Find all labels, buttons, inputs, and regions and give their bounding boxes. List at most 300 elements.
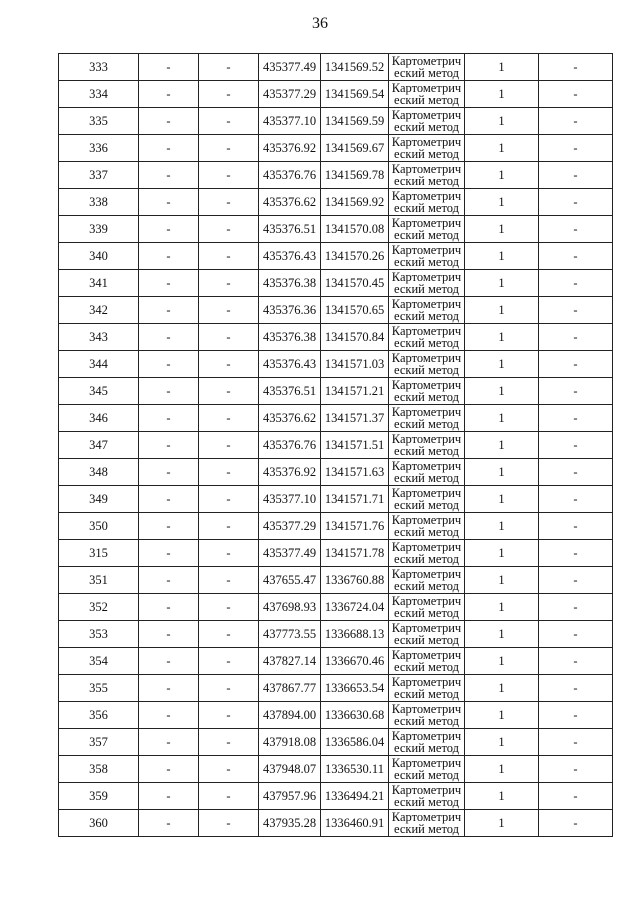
point-number-cell: 357 xyxy=(59,729,139,756)
x-coordinate-cell: 435376.38 xyxy=(259,324,321,351)
table-row xyxy=(59,675,613,702)
table-row xyxy=(59,405,613,432)
empty-cell-1: - xyxy=(139,351,199,378)
y-coordinate-cell: 1341571.51 xyxy=(321,432,389,459)
table-row xyxy=(59,567,613,594)
point-number-cell: 342 xyxy=(59,297,139,324)
empty-cell-2: - xyxy=(199,324,259,351)
point-number-cell: 344 xyxy=(59,351,139,378)
table-row xyxy=(59,108,613,135)
empty-cell-2: - xyxy=(199,648,259,675)
point-number-cell: 354 xyxy=(59,648,139,675)
y-coordinate-cell: 1341569.59 xyxy=(321,108,389,135)
last-cell: - xyxy=(539,324,613,351)
method-line-1: Картометрич xyxy=(391,324,462,338)
method-line-1: Картометрич xyxy=(391,135,462,149)
empty-cell-1: - xyxy=(139,459,199,486)
last-cell: - xyxy=(539,756,613,783)
method-line-1: Картометрич xyxy=(391,108,462,122)
empty-cell-2: - xyxy=(199,513,259,540)
accuracy-cell: 1 xyxy=(465,270,539,297)
empty-cell-2: - xyxy=(199,162,259,189)
x-coordinate-cell: 435376.76 xyxy=(259,162,321,189)
method-line-2: еский метод xyxy=(394,741,459,755)
x-coordinate-cell: 435377.29 xyxy=(259,513,321,540)
point-number-cell: 335 xyxy=(59,108,139,135)
y-coordinate-cell: 1336760.88 xyxy=(321,567,389,594)
accuracy-cell: 1 xyxy=(465,567,539,594)
method-cell xyxy=(389,297,465,324)
table-row xyxy=(59,351,613,378)
point-number-cell: 355 xyxy=(59,675,139,702)
last-cell: - xyxy=(539,432,613,459)
accuracy-cell: 1 xyxy=(465,378,539,405)
empty-cell-2: - xyxy=(199,675,259,702)
point-number-cell: 345 xyxy=(59,378,139,405)
table-row xyxy=(59,594,613,621)
accuracy-cell: 1 xyxy=(465,54,539,81)
empty-cell-2: - xyxy=(199,621,259,648)
method-line-1: Картометрич xyxy=(391,162,462,176)
point-number-cell: 353 xyxy=(59,621,139,648)
empty-cell-2: - xyxy=(199,702,259,729)
point-number-cell: 338 xyxy=(59,189,139,216)
x-coordinate-cell: 435377.29 xyxy=(259,81,321,108)
method-line-1: Картометрич xyxy=(391,567,462,581)
coordinates-table xyxy=(58,53,613,837)
method-line-2: еский метод xyxy=(394,606,459,620)
table-row xyxy=(59,378,613,405)
empty-cell-2: - xyxy=(199,729,259,756)
method-line-2: еский метод xyxy=(394,147,459,161)
method-line-2: еский метод xyxy=(394,687,459,701)
last-cell: - xyxy=(539,297,613,324)
accuracy-cell: 1 xyxy=(465,756,539,783)
y-coordinate-cell: 1341571.71 xyxy=(321,486,389,513)
table-row xyxy=(59,513,613,540)
empty-cell-2: - xyxy=(199,783,259,810)
method-line-2: еский метод xyxy=(394,633,459,647)
method-line-1: Картометрич xyxy=(391,594,462,608)
table-row xyxy=(59,297,613,324)
method-line-1: Картометрич xyxy=(391,702,462,716)
x-coordinate-cell: 435376.62 xyxy=(259,189,321,216)
method-line-1: Картометрич xyxy=(391,432,462,446)
y-coordinate-cell: 1341571.21 xyxy=(321,378,389,405)
accuracy-cell: 1 xyxy=(465,648,539,675)
table-row xyxy=(59,486,613,513)
empty-cell-2: - xyxy=(199,432,259,459)
x-coordinate-cell: 437935.28 xyxy=(259,810,321,837)
empty-cell-1: - xyxy=(139,513,199,540)
method-line-1: Картометрич xyxy=(391,648,462,662)
method-line-1: Картометрич xyxy=(391,270,462,284)
method-line-2: еский метод xyxy=(394,471,459,485)
point-number-cell: 337 xyxy=(59,162,139,189)
empty-cell-2: - xyxy=(199,270,259,297)
last-cell: - xyxy=(539,216,613,243)
empty-cell-2: - xyxy=(199,351,259,378)
x-coordinate-cell: 435376.38 xyxy=(259,270,321,297)
last-cell: - xyxy=(539,81,613,108)
y-coordinate-cell: 1341569.92 xyxy=(321,189,389,216)
y-coordinate-cell: 1341570.26 xyxy=(321,243,389,270)
method-line-2: еский метод xyxy=(394,525,459,539)
empty-cell-2: - xyxy=(199,405,259,432)
method-line-1: Картометрич xyxy=(391,540,462,554)
method-line-2: еский метод xyxy=(394,93,459,107)
method-cell xyxy=(389,405,465,432)
last-cell: - xyxy=(539,162,613,189)
method-line-1: Картометрич xyxy=(391,378,462,392)
point-number-cell: 358 xyxy=(59,756,139,783)
table-row xyxy=(59,54,613,81)
accuracy-cell: 1 xyxy=(465,540,539,567)
page-number: 36 xyxy=(312,15,328,32)
method-line-1: Картометрич xyxy=(391,810,462,824)
y-coordinate-cell: 1341569.78 xyxy=(321,162,389,189)
accuracy-cell: 1 xyxy=(465,513,539,540)
table-row xyxy=(59,243,613,270)
point-number-cell: 349 xyxy=(59,486,139,513)
y-coordinate-cell: 1341570.45 xyxy=(321,270,389,297)
method-cell xyxy=(389,162,465,189)
empty-cell-2: - xyxy=(199,243,259,270)
method-line-1: Картометрич xyxy=(391,486,462,500)
method-line-2: еский метод xyxy=(394,255,459,269)
empty-cell-2: - xyxy=(199,810,259,837)
empty-cell-1: - xyxy=(139,270,199,297)
table-row xyxy=(59,270,613,297)
empty-cell-1: - xyxy=(139,108,199,135)
method-cell xyxy=(389,783,465,810)
table-row xyxy=(59,540,613,567)
x-coordinate-cell: 435376.51 xyxy=(259,216,321,243)
x-coordinate-cell: 435376.62 xyxy=(259,405,321,432)
method-cell xyxy=(389,81,465,108)
method-line-2: еский метод xyxy=(394,282,459,296)
method-cell xyxy=(389,378,465,405)
point-number-cell: 315 xyxy=(59,540,139,567)
y-coordinate-cell: 1341571.37 xyxy=(321,405,389,432)
x-coordinate-cell: 437957.96 xyxy=(259,783,321,810)
method-line-2: еский метод xyxy=(394,228,459,242)
method-cell xyxy=(389,54,465,81)
table-row xyxy=(59,729,613,756)
y-coordinate-cell: 1336653.54 xyxy=(321,675,389,702)
method-line-1: Картометрич xyxy=(391,756,462,770)
x-coordinate-cell: 435376.43 xyxy=(259,243,321,270)
accuracy-cell: 1 xyxy=(465,459,539,486)
x-coordinate-cell: 437948.07 xyxy=(259,756,321,783)
accuracy-cell: 1 xyxy=(465,216,539,243)
x-coordinate-cell: 435376.76 xyxy=(259,432,321,459)
method-line-2: еский метод xyxy=(394,498,459,512)
table-row xyxy=(59,135,613,162)
y-coordinate-cell: 1341570.65 xyxy=(321,297,389,324)
accuracy-cell: 1 xyxy=(465,189,539,216)
method-line-2: еский метод xyxy=(394,390,459,404)
accuracy-cell: 1 xyxy=(465,675,539,702)
method-line-2: еский метод xyxy=(394,336,459,350)
method-cell xyxy=(389,567,465,594)
accuracy-cell: 1 xyxy=(465,351,539,378)
empty-cell-1: - xyxy=(139,540,199,567)
method-line-1: Картометрич xyxy=(391,405,462,419)
empty-cell-1: - xyxy=(139,378,199,405)
method-line-1: Картометрич xyxy=(391,351,462,365)
method-cell xyxy=(389,675,465,702)
x-coordinate-cell: 435377.49 xyxy=(259,54,321,81)
point-number-cell: 333 xyxy=(59,54,139,81)
point-number-cell: 341 xyxy=(59,270,139,297)
empty-cell-1: - xyxy=(139,135,199,162)
point-number-cell: 348 xyxy=(59,459,139,486)
last-cell: - xyxy=(539,405,613,432)
x-coordinate-cell: 437894.00 xyxy=(259,702,321,729)
method-line-1: Картометрич xyxy=(391,513,462,527)
empty-cell-1: - xyxy=(139,297,199,324)
table-row xyxy=(59,702,613,729)
table-row xyxy=(59,810,613,837)
point-number-cell: 340 xyxy=(59,243,139,270)
y-coordinate-cell: 1341571.03 xyxy=(321,351,389,378)
y-coordinate-cell: 1341571.78 xyxy=(321,540,389,567)
last-cell: - xyxy=(539,702,613,729)
accuracy-cell: 1 xyxy=(465,297,539,324)
point-number-cell: 359 xyxy=(59,783,139,810)
empty-cell-1: - xyxy=(139,486,199,513)
method-line-2: еский метод xyxy=(394,552,459,566)
empty-cell-1: - xyxy=(139,324,199,351)
last-cell: - xyxy=(539,243,613,270)
method-cell xyxy=(389,432,465,459)
accuracy-cell: 1 xyxy=(465,81,539,108)
table-row xyxy=(59,783,613,810)
y-coordinate-cell: 1341569.54 xyxy=(321,81,389,108)
method-line-2: еский метод xyxy=(394,795,459,809)
x-coordinate-cell: 435376.36 xyxy=(259,297,321,324)
method-cell xyxy=(389,594,465,621)
y-coordinate-cell: 1341570.08 xyxy=(321,216,389,243)
method-line-1: Картометрич xyxy=(391,243,462,257)
y-coordinate-cell: 1341571.76 xyxy=(321,513,389,540)
empty-cell-1: - xyxy=(139,54,199,81)
last-cell: - xyxy=(539,486,613,513)
empty-cell-2: - xyxy=(199,216,259,243)
method-line-2: еский метод xyxy=(394,120,459,134)
accuracy-cell: 1 xyxy=(465,324,539,351)
table-row xyxy=(59,189,613,216)
last-cell: - xyxy=(539,351,613,378)
method-cell xyxy=(389,486,465,513)
empty-cell-2: - xyxy=(199,378,259,405)
empty-cell-1: - xyxy=(139,756,199,783)
last-cell: - xyxy=(539,729,613,756)
x-coordinate-cell: 435377.49 xyxy=(259,540,321,567)
accuracy-cell: 1 xyxy=(465,405,539,432)
table-row xyxy=(59,621,613,648)
method-cell xyxy=(389,459,465,486)
method-line-2: еский метод xyxy=(394,417,459,431)
method-cell xyxy=(389,540,465,567)
method-cell xyxy=(389,513,465,540)
empty-cell-1: - xyxy=(139,432,199,459)
method-line-2: еский метод xyxy=(394,66,459,80)
y-coordinate-cell: 1341571.63 xyxy=(321,459,389,486)
table-row xyxy=(59,81,613,108)
method-line-2: еский метод xyxy=(394,822,459,836)
method-cell xyxy=(389,351,465,378)
method-cell xyxy=(389,216,465,243)
method-line-1: Картометрич xyxy=(391,675,462,689)
empty-cell-2: - xyxy=(199,459,259,486)
point-number-cell: 334 xyxy=(59,81,139,108)
y-coordinate-cell: 1336724.04 xyxy=(321,594,389,621)
method-line-1: Картометрич xyxy=(391,459,462,473)
method-cell xyxy=(389,810,465,837)
method-line-2: еский метод xyxy=(394,660,459,674)
empty-cell-1: - xyxy=(139,243,199,270)
empty-cell-1: - xyxy=(139,189,199,216)
method-cell xyxy=(389,729,465,756)
last-cell: - xyxy=(539,540,613,567)
last-cell: - xyxy=(539,459,613,486)
table-row xyxy=(59,432,613,459)
accuracy-cell: 1 xyxy=(465,243,539,270)
method-line-2: еский метод xyxy=(394,363,459,377)
table-row xyxy=(59,216,613,243)
method-line-2: еский метод xyxy=(394,309,459,323)
accuracy-cell: 1 xyxy=(465,486,539,513)
last-cell: - xyxy=(539,567,613,594)
y-coordinate-cell: 1336586.04 xyxy=(321,729,389,756)
accuracy-cell: 1 xyxy=(465,594,539,621)
table-row xyxy=(59,756,613,783)
method-line-1: Картометрич xyxy=(391,297,462,311)
empty-cell-1: - xyxy=(139,567,199,594)
point-number-cell: 347 xyxy=(59,432,139,459)
empty-cell-2: - xyxy=(199,135,259,162)
x-coordinate-cell: 437827.14 xyxy=(259,648,321,675)
last-cell: - xyxy=(539,378,613,405)
empty-cell-2: - xyxy=(199,567,259,594)
last-cell: - xyxy=(539,189,613,216)
point-number-cell: 352 xyxy=(59,594,139,621)
empty-cell-2: - xyxy=(199,594,259,621)
accuracy-cell: 1 xyxy=(465,135,539,162)
method-cell xyxy=(389,108,465,135)
y-coordinate-cell: 1341569.67 xyxy=(321,135,389,162)
accuracy-cell: 1 xyxy=(465,432,539,459)
accuracy-cell: 1 xyxy=(465,162,539,189)
method-cell xyxy=(389,621,465,648)
last-cell: - xyxy=(539,810,613,837)
method-line-1: Картометрич xyxy=(391,216,462,230)
empty-cell-1: - xyxy=(139,216,199,243)
accuracy-cell: 1 xyxy=(465,783,539,810)
method-cell xyxy=(389,324,465,351)
last-cell: - xyxy=(539,783,613,810)
y-coordinate-cell: 1341569.52 xyxy=(321,54,389,81)
empty-cell-1: - xyxy=(139,81,199,108)
accuracy-cell: 1 xyxy=(465,108,539,135)
method-line-1: Картометрич xyxy=(391,621,462,635)
empty-cell-1: - xyxy=(139,810,199,837)
method-line-1: Картометрич xyxy=(391,54,462,68)
method-line-1: Картометрич xyxy=(391,729,462,743)
method-cell xyxy=(389,270,465,297)
empty-cell-2: - xyxy=(199,486,259,513)
last-cell: - xyxy=(539,54,613,81)
last-cell: - xyxy=(539,675,613,702)
last-cell: - xyxy=(539,135,613,162)
empty-cell-1: - xyxy=(139,648,199,675)
method-cell xyxy=(389,702,465,729)
x-coordinate-cell: 437773.55 xyxy=(259,621,321,648)
method-line-2: еский метод xyxy=(394,768,459,782)
table-row xyxy=(59,648,613,675)
empty-cell-2: - xyxy=(199,756,259,783)
empty-cell-2: - xyxy=(199,81,259,108)
method-line-2: еский метод xyxy=(394,579,459,593)
method-line-1: Картометрич xyxy=(391,81,462,95)
empty-cell-2: - xyxy=(199,54,259,81)
y-coordinate-cell: 1336688.13 xyxy=(321,621,389,648)
y-coordinate-cell: 1341570.84 xyxy=(321,324,389,351)
last-cell: - xyxy=(539,513,613,540)
last-cell: - xyxy=(539,108,613,135)
table-row xyxy=(59,324,613,351)
y-coordinate-cell: 1336670.46 xyxy=(321,648,389,675)
point-number-cell: 356 xyxy=(59,702,139,729)
point-number-cell: 346 xyxy=(59,405,139,432)
method-line-1: Картометрич xyxy=(391,189,462,203)
method-line-2: еский метод xyxy=(394,444,459,458)
empty-cell-1: - xyxy=(139,621,199,648)
x-coordinate-cell: 437698.93 xyxy=(259,594,321,621)
accuracy-cell: 1 xyxy=(465,729,539,756)
x-coordinate-cell: 435377.10 xyxy=(259,108,321,135)
y-coordinate-cell: 1336494.21 xyxy=(321,783,389,810)
point-number-cell: 339 xyxy=(59,216,139,243)
method-cell xyxy=(389,189,465,216)
point-number-cell: 360 xyxy=(59,810,139,837)
point-number-cell: 336 xyxy=(59,135,139,162)
y-coordinate-cell: 1336530.11 xyxy=(321,756,389,783)
method-cell xyxy=(389,756,465,783)
method-cell xyxy=(389,243,465,270)
accuracy-cell: 1 xyxy=(465,810,539,837)
x-coordinate-cell: 435376.43 xyxy=(259,351,321,378)
accuracy-cell: 1 xyxy=(465,621,539,648)
empty-cell-1: - xyxy=(139,405,199,432)
x-coordinate-cell: 435376.92 xyxy=(259,459,321,486)
x-coordinate-cell: 437918.08 xyxy=(259,729,321,756)
point-number-cell: 351 xyxy=(59,567,139,594)
x-coordinate-cell: 435376.92 xyxy=(259,135,321,162)
method-line-2: еский метод xyxy=(394,174,459,188)
x-coordinate-cell: 435377.10 xyxy=(259,486,321,513)
empty-cell-1: - xyxy=(139,729,199,756)
empty-cell-1: - xyxy=(139,783,199,810)
method-cell xyxy=(389,135,465,162)
table-row xyxy=(59,162,613,189)
empty-cell-1: - xyxy=(139,162,199,189)
method-line-2: еский метод xyxy=(394,714,459,728)
last-cell: - xyxy=(539,594,613,621)
empty-cell-2: - xyxy=(199,189,259,216)
